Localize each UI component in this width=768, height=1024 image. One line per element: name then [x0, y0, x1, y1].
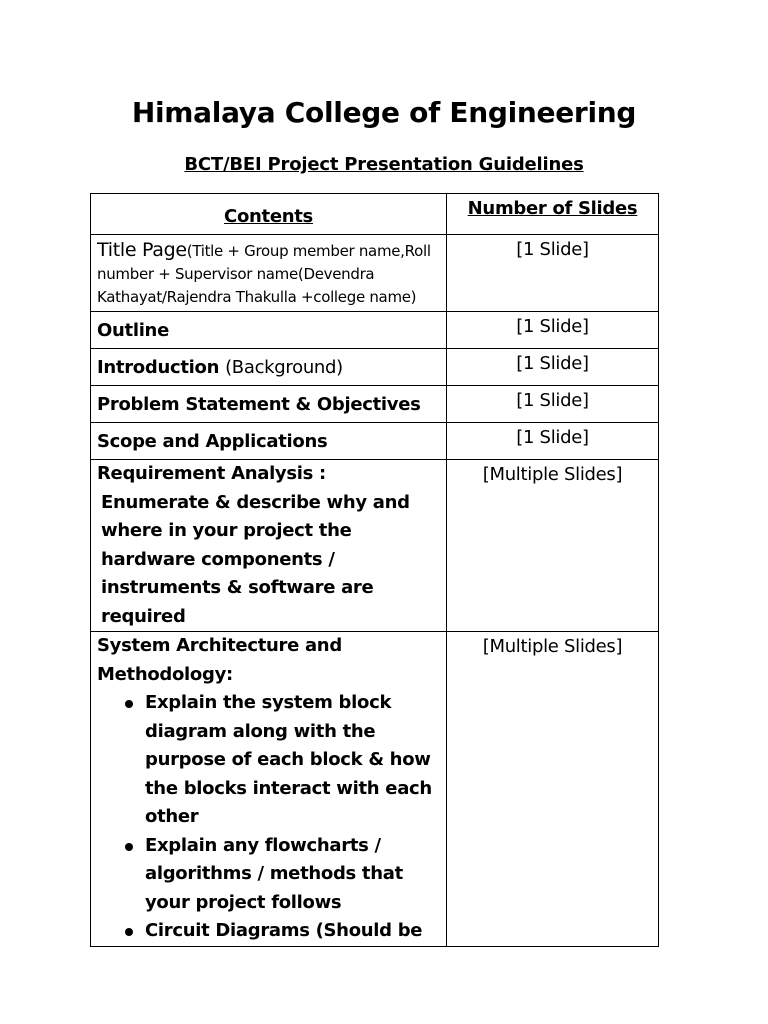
- table-row: [91, 349, 659, 386]
- scope-label: Scope and Applications: [91, 423, 447, 460]
- table-row: [91, 632, 659, 947]
- introduction-detail: (Background): [225, 356, 343, 378]
- table-header-row: [91, 194, 659, 235]
- problem-statement-label: Problem Statement & Objectives: [91, 386, 447, 423]
- table-row: [91, 460, 659, 632]
- system-architecture-cell: [91, 632, 447, 947]
- bullet-icon: [125, 700, 133, 708]
- outline-label: Outline: [91, 312, 447, 349]
- scope-slides: [1 Slide]: [447, 423, 659, 460]
- list-item: [145, 832, 440, 918]
- bullet-text: Explain any flowcharts / algorithms / methods that your project follows: [145, 834, 403, 913]
- document-title: Himalaya College of Engineering: [131, 96, 637, 129]
- list-item: [145, 917, 440, 946]
- system-architecture-bullets: [97, 689, 440, 946]
- title-page-detail: (Title + Group member name,Roll number + Supervisor name(Devendra Kathayat/Rajendra Thakulla +college name): [97, 242, 431, 306]
- bullet-icon: [125, 843, 133, 851]
- introduction-cell: [91, 349, 447, 386]
- guidelines-table: [90, 193, 659, 947]
- column-header-slides: Number of Slides: [447, 194, 659, 235]
- introduction-slides: [1 Slide]: [447, 349, 659, 386]
- table-row: [91, 386, 659, 423]
- system-architecture-slides: [Multiple Slides]: [447, 632, 659, 947]
- table-row: [91, 423, 659, 460]
- problem-statement-slides: [1 Slide]: [447, 386, 659, 423]
- title-page-label: Title Page: [97, 239, 187, 261]
- system-architecture-label: System Architecture and Methodology:: [97, 635, 342, 685]
- requirement-label: Requirement Analysis :: [97, 463, 326, 484]
- title-page-cell: [91, 235, 447, 312]
- table-row: [91, 235, 659, 312]
- requirement-slides: [Multiple Slides]: [447, 460, 659, 632]
- document-subtitle: BCT/BEI Project Presentation Guidelines: [184, 154, 584, 175]
- requirement-cell: [91, 460, 447, 632]
- title-page-slides: [1 Slide]: [447, 235, 659, 312]
- bullet-text: Circuit Diagrams (Should be: [145, 920, 423, 941]
- table-row: [91, 312, 659, 349]
- list-item: [145, 689, 440, 832]
- column-header-contents: Contents: [91, 194, 447, 235]
- bullet-icon: [125, 928, 133, 936]
- outline-slides: [1 Slide]: [447, 312, 659, 349]
- bullet-text: Explain the system block diagram along with the purpose of each block & how the blocks interact with each other: [145, 692, 432, 827]
- requirement-detail: Enumerate & describe why and where in your project the hardware components / instruments & software are required: [101, 491, 410, 627]
- introduction-label: Introduction: [97, 356, 220, 378]
